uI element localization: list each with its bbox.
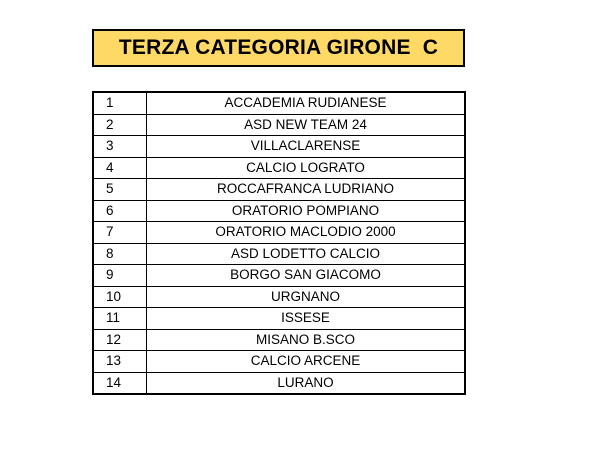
team-name: ASD LODETTO CALCIO — [147, 243, 466, 265]
team-name: ACCADEMIA RUDIANESE — [147, 92, 466, 114]
table-row — [93, 329, 465, 351]
team-name: LURANO — [147, 372, 466, 394]
table-row — [93, 179, 465, 201]
table-row — [93, 157, 465, 179]
table-row — [93, 114, 465, 136]
team-name: ROCCAFRANCA LUDRIANO — [147, 179, 466, 201]
team-name: CALCIO ARCENE — [147, 351, 466, 373]
table-row — [93, 286, 465, 308]
table-row — [93, 243, 465, 265]
team-name: ASD NEW TEAM 24 — [147, 114, 466, 136]
team-number: 6 — [93, 200, 147, 222]
team-name: CALCIO LOGRATO — [147, 157, 466, 179]
table-row — [93, 308, 465, 330]
team-name: BORGO SAN GIACOMO — [147, 265, 466, 287]
team-table — [92, 91, 466, 395]
team-number: 8 — [93, 243, 147, 265]
team-number: 5 — [93, 179, 147, 201]
table-row — [93, 351, 465, 373]
table-row — [93, 136, 465, 158]
team-name: URGNANO — [147, 286, 466, 308]
team-number: 3 — [93, 136, 147, 158]
team-table-body — [93, 92, 465, 394]
team-name: ORATORIO POMPIANO — [147, 200, 466, 222]
team-number: 13 — [93, 351, 147, 373]
table-row — [93, 265, 465, 287]
table-row — [93, 372, 465, 394]
team-number: 10 — [93, 286, 147, 308]
table-row — [93, 200, 465, 222]
team-number: 11 — [93, 308, 147, 330]
team-number: 7 — [93, 222, 147, 244]
team-number: 12 — [93, 329, 147, 351]
table-row — [93, 92, 465, 114]
title-banner — [92, 29, 465, 67]
team-number: 1 — [93, 92, 147, 114]
table-row — [93, 222, 465, 244]
team-number: 14 — [93, 372, 147, 394]
team-name: MISANO B.SCO — [147, 329, 466, 351]
page-title: TERZA CATEGORIA GIRONE C — [118, 36, 439, 59]
team-number: 2 — [93, 114, 147, 136]
team-number: 9 — [93, 265, 147, 287]
team-name: ORATORIO MACLODIO 2000 — [147, 222, 466, 244]
team-number: 4 — [93, 157, 147, 179]
team-name: VILLACLARENSE — [147, 136, 466, 158]
team-name: ISSESE — [147, 308, 466, 330]
